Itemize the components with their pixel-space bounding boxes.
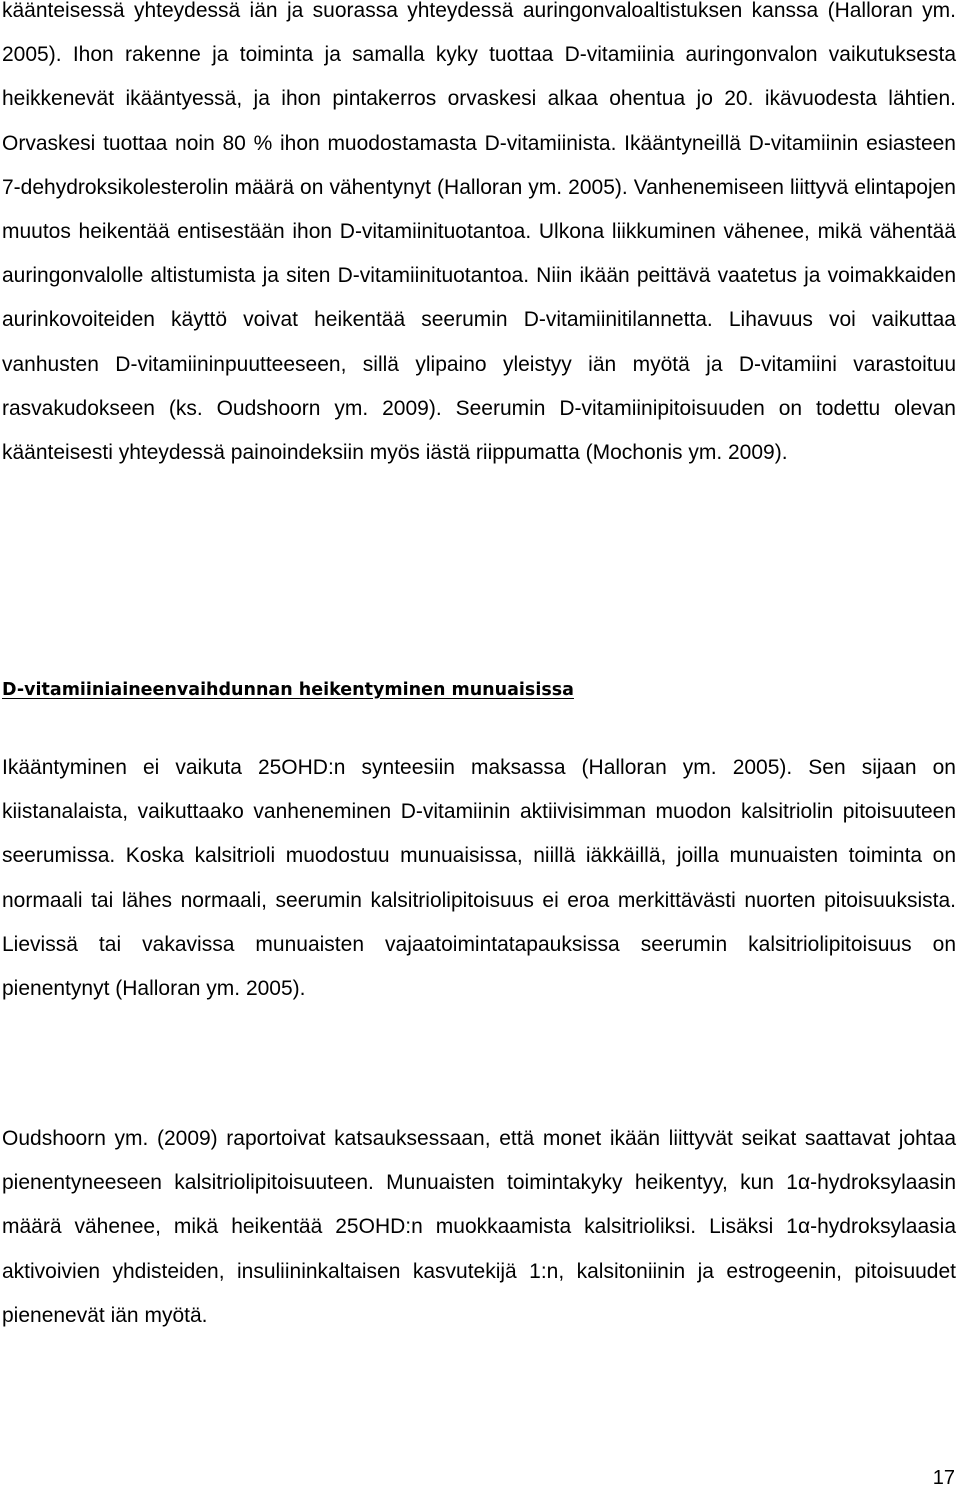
- section-heading: D-vitamiiniaineenvaihdunnan heikentyminen munuaisissa: [2, 680, 574, 700]
- paragraph-calcitriol-decline: Oudshoorn ym. (2009) raportoivat katsauksessaan, että monet ikään liittyvät seikat saattavat johtaa pienentyneeseen kalsitriolipitoisuuteen. Munuaisten toimintakyky heikentyy, kun 1α-hydroksylaasin määrä vähenee, mikä heikentää 25OHD:n muokkaamista kalsitrioliksi. Lisäksi 1α-hydroksylaasia aktivoivien yhdisteiden, insuliininkaltaisen kasvutekijä 1:n, kalsitoniinin ja estrogeenin, pitoisuudet pienenevät iän myötä.: [2, 1127, 956, 1327]
- page-number: 17: [932, 1467, 955, 1489]
- paragraph-skin-vitamin-d: käänteisessä yhteydessä iän ja suorassa yhteydessä auringonvaloaltistuksen kanssa (Halloran ym. 2005). Ihon rakenne ja toiminta ja samalla kyky tuottaa D-vitamiinia auringonvalon vaikutuksesta heikkenevät ikääntyessä, ja ihon pintakerros orvaskesi alkaa ohentua jo 20. ikävuodesta lähtien. Orvaskesi tuottaa noin 80 % ihon muodostamasta D-vitamiinista. Ikääntyneillä D-vitamiinin esiasteen 7-dehydroksikolesterolin määrä on vähentynyt (Halloran ym. 2005). Vanhenemiseen liittyvä elintapojen muutos heikentää entisestään ihon D-vitamiinituotantoa. Ulkona liikkuminen vähenee, mikä vähentää auringonvalolle altistumista ja siten D-vitamiinituotantoa. Niin ikään peittävä vaatetus ja voimakkaiden aurinkovoiteiden käyttö voivat heikentää seerumin D-vitamiinitilannetta. Lihavuus voi vaikuttaa vanhusten D-vitamiininpuutteeseen, sillä ylipaino yleistyy iän myötä ja D-vitamiini varastoituu rasvakudokseen (ks. Oudshoorn ym. 2009). Seerumin D-vitamiinipitoisuuden on todettu olevan käänteisesti yhteydessä painoindeksiin myös iästä riippumatta (Mochonis ym. 2009).: [2, 0, 956, 465]
- paragraph-kidney-metabolism: Ikääntyminen ei vaikuta 25OHD:n synteesiin maksassa (Halloran ym. 2005). Sen sijaan on kiistanalaista, vaikuttaako vanheneminen D-vitamiinin aktiivisimman muodon kalsitriolin pitoisuuteen seerumissa. Koska kalsitrioli muodostuu munuaisissa, niillä iäkkäillä, joilla munuaisten toiminta on normaali tai lähes normaali, seerumin kalsitriolipitoisuus ei eroa merkittävästi nuorten pitoisuuksista. Lievissä tai vakavissa munuaisten vajaatoimintatapauksissa seerumin kalsitriolipitoisuus on pienentynyt (Halloran ym. 2005).: [2, 756, 956, 1001]
